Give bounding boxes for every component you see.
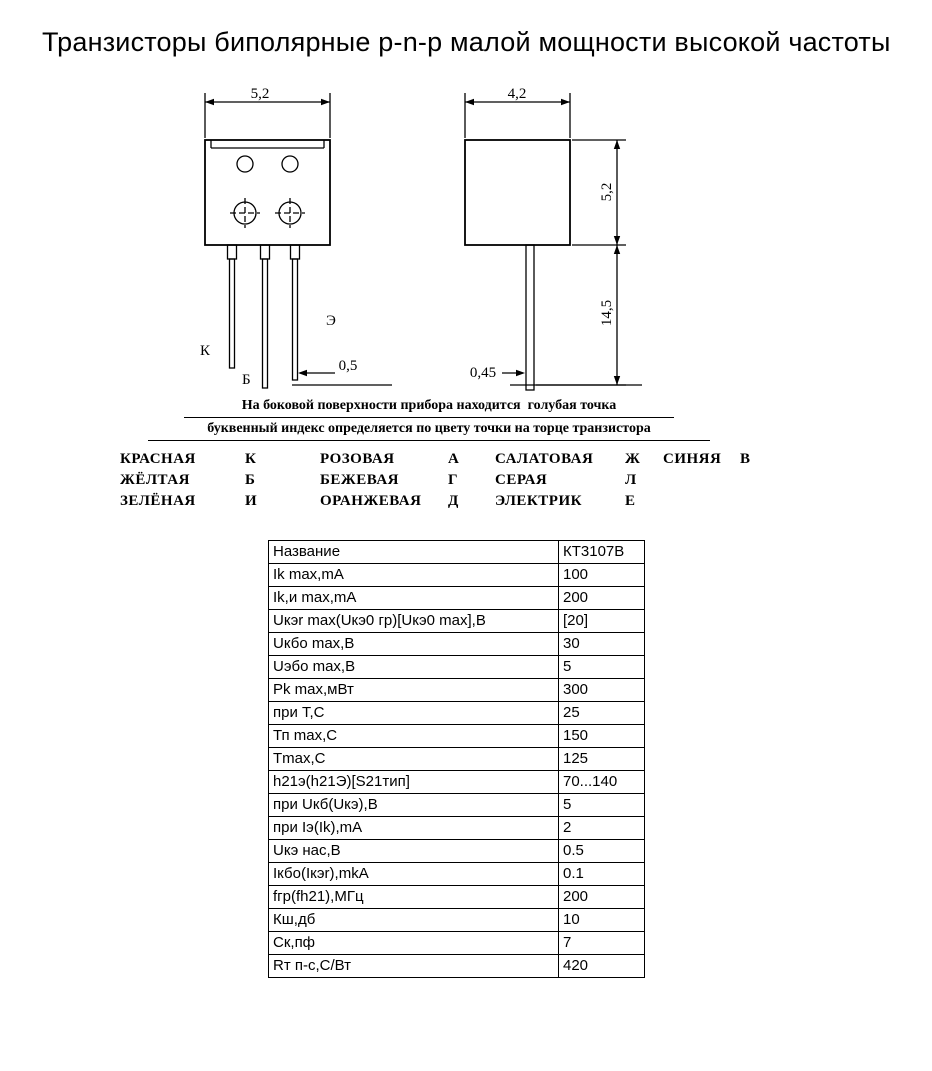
color-name: РОЗОВАЯ [320,451,395,467]
front-width-dim-label: 5,2 [250,86,270,102]
color-name: СИНЯЯ [663,451,722,467]
param-name-cell: Кш,дб [269,909,559,932]
dimension-arrow-icon [298,370,307,376]
side-width-dim-label: 4,2 [507,86,527,102]
param-name-cell: Ik max,mA [269,564,559,587]
param-name-cell: Название [269,541,559,564]
table-row [269,909,645,932]
note-line-1: На боковой поверхности прибора находится голубая точка [184,398,674,418]
param-name-cell: Uэбо max,В [269,656,559,679]
param-name-cell: Ск,пф [269,932,559,955]
side-height-dim-label: 5,2 [599,182,615,202]
param-value-cell: 5 [559,656,645,679]
table-row [269,610,645,633]
param-value-cell: 25 [559,702,645,725]
parameters-table-body [269,541,645,978]
param-name-cell: Uкэ нас,В [269,840,559,863]
color-letter: В [740,451,751,467]
color-name: СЕРАЯ [495,472,548,488]
page-title: Транзисторы биполярные p-n-p малой мощности высокой частоты [42,27,891,57]
param-value-cell: 5 [559,794,645,817]
color-name: КРАСНАЯ [120,451,196,467]
param-value-cell: [20] [559,610,645,633]
table-row [269,863,645,886]
color-name [663,470,740,491]
note-line-2: буквенный индекс определяется по цвету точки на торце транзистора [148,418,710,441]
param-name-cell: fгр(fh21),МГц [269,886,559,909]
table-row [269,932,645,955]
param-value-cell: 70...140 [559,771,645,794]
color-letter [740,470,800,491]
color-name: ОРАНЖЕВАЯ [320,493,422,509]
param-name-cell: при Uкб(Uкэ),В [269,794,559,817]
param-name-cell: при Iэ(Ik),mA [269,817,559,840]
color-name: ЖЁЛТАЯ [120,472,190,488]
front-view-drawing [200,86,392,388]
dimension-arrow-icon [321,99,330,105]
dimension-arrow-icon [614,245,620,254]
table-row [269,587,645,610]
param-value-cell: 10 [559,909,645,932]
dimension-arrow-icon [614,140,620,149]
table-row [269,771,645,794]
dimension-arrow-icon [561,99,570,105]
param-value-cell: 200 [559,886,645,909]
table-row [269,633,645,656]
table-row [269,955,645,978]
dimension-arrow-icon [205,99,214,105]
color-letter: К [245,451,257,467]
lead-length-dim-label: 14,5 [599,299,615,327]
color-name: ЭЛЕКТРИК [495,493,582,509]
color-code-table [120,449,800,512]
param-name-cell: при Т,С [269,702,559,725]
param-name-cell: h21э(h21Э)[S21тип] [269,771,559,794]
collector-lead-label: К [200,343,211,359]
table-row [269,817,645,840]
param-name-cell: Uкбо max,В [269,633,559,656]
param-value-cell: КТ3107В [559,541,645,564]
color-letter: Л [625,472,637,488]
color-letter: А [448,451,460,467]
param-value-cell: 200 [559,587,645,610]
color-letter [740,491,800,512]
dimension-arrow-icon [465,99,474,105]
notes-block [148,398,710,441]
table-row [269,702,645,725]
dimension-arrow-icon [614,236,620,245]
package-drawings [180,85,660,405]
param-name-cell: Uкэr max(Uкэ0 гр)[Uкэ0 max],В [269,610,559,633]
param-value-cell: 125 [559,748,645,771]
lead-width-dim-label: 0,5 [338,358,358,374]
color-name: САЛАТОВАЯ [495,451,594,467]
param-name-cell: Iкбо(Iкэr),mkA [269,863,559,886]
param-value-cell: 2 [559,817,645,840]
param-name-cell: Rт п-с,С/Вт [269,955,559,978]
dimension-arrow-icon [614,376,620,385]
side-view-drawing [465,86,642,390]
table-row [269,886,645,909]
param-name-cell: Тп max,С [269,725,559,748]
param-value-cell: 30 [559,633,645,656]
color-name [663,491,740,512]
param-value-cell: 0.5 [559,840,645,863]
parameters-table [268,540,645,978]
param-value-cell: 150 [559,725,645,748]
param-value-cell: 0.1 [559,863,645,886]
color-letter: Б [245,472,256,488]
color-letter: И [245,493,258,509]
dimension-arrow-icon [516,370,525,376]
lead-thickness-dim-label: 0,45 [469,365,497,381]
color-name: БЕЖЕВАЯ [320,472,399,488]
table-row [269,541,645,564]
param-value-cell: 300 [559,679,645,702]
color-name: ЗЕЛЁНАЯ [120,493,196,509]
table-row [269,794,645,817]
table-row [269,656,645,679]
emitter-lead-label: Э [326,313,336,329]
color-letter: Г [448,472,459,488]
param-value-cell: 420 [559,955,645,978]
table-row [269,748,645,771]
table-row [269,725,645,748]
table-row [269,564,645,587]
table-row [269,679,645,702]
param-name-cell: Tmax,С [269,748,559,771]
param-name-cell: Ik,и max,mA [269,587,559,610]
param-value-cell: 100 [559,564,645,587]
table-row [269,840,645,863]
param-value-cell: 7 [559,932,645,955]
color-letter: Ж [625,451,641,467]
color-letter: Е [625,493,636,509]
base-lead-label: Б [242,372,251,388]
color-letter: Д [448,493,459,509]
param-name-cell: Pk max,мВт [269,679,559,702]
